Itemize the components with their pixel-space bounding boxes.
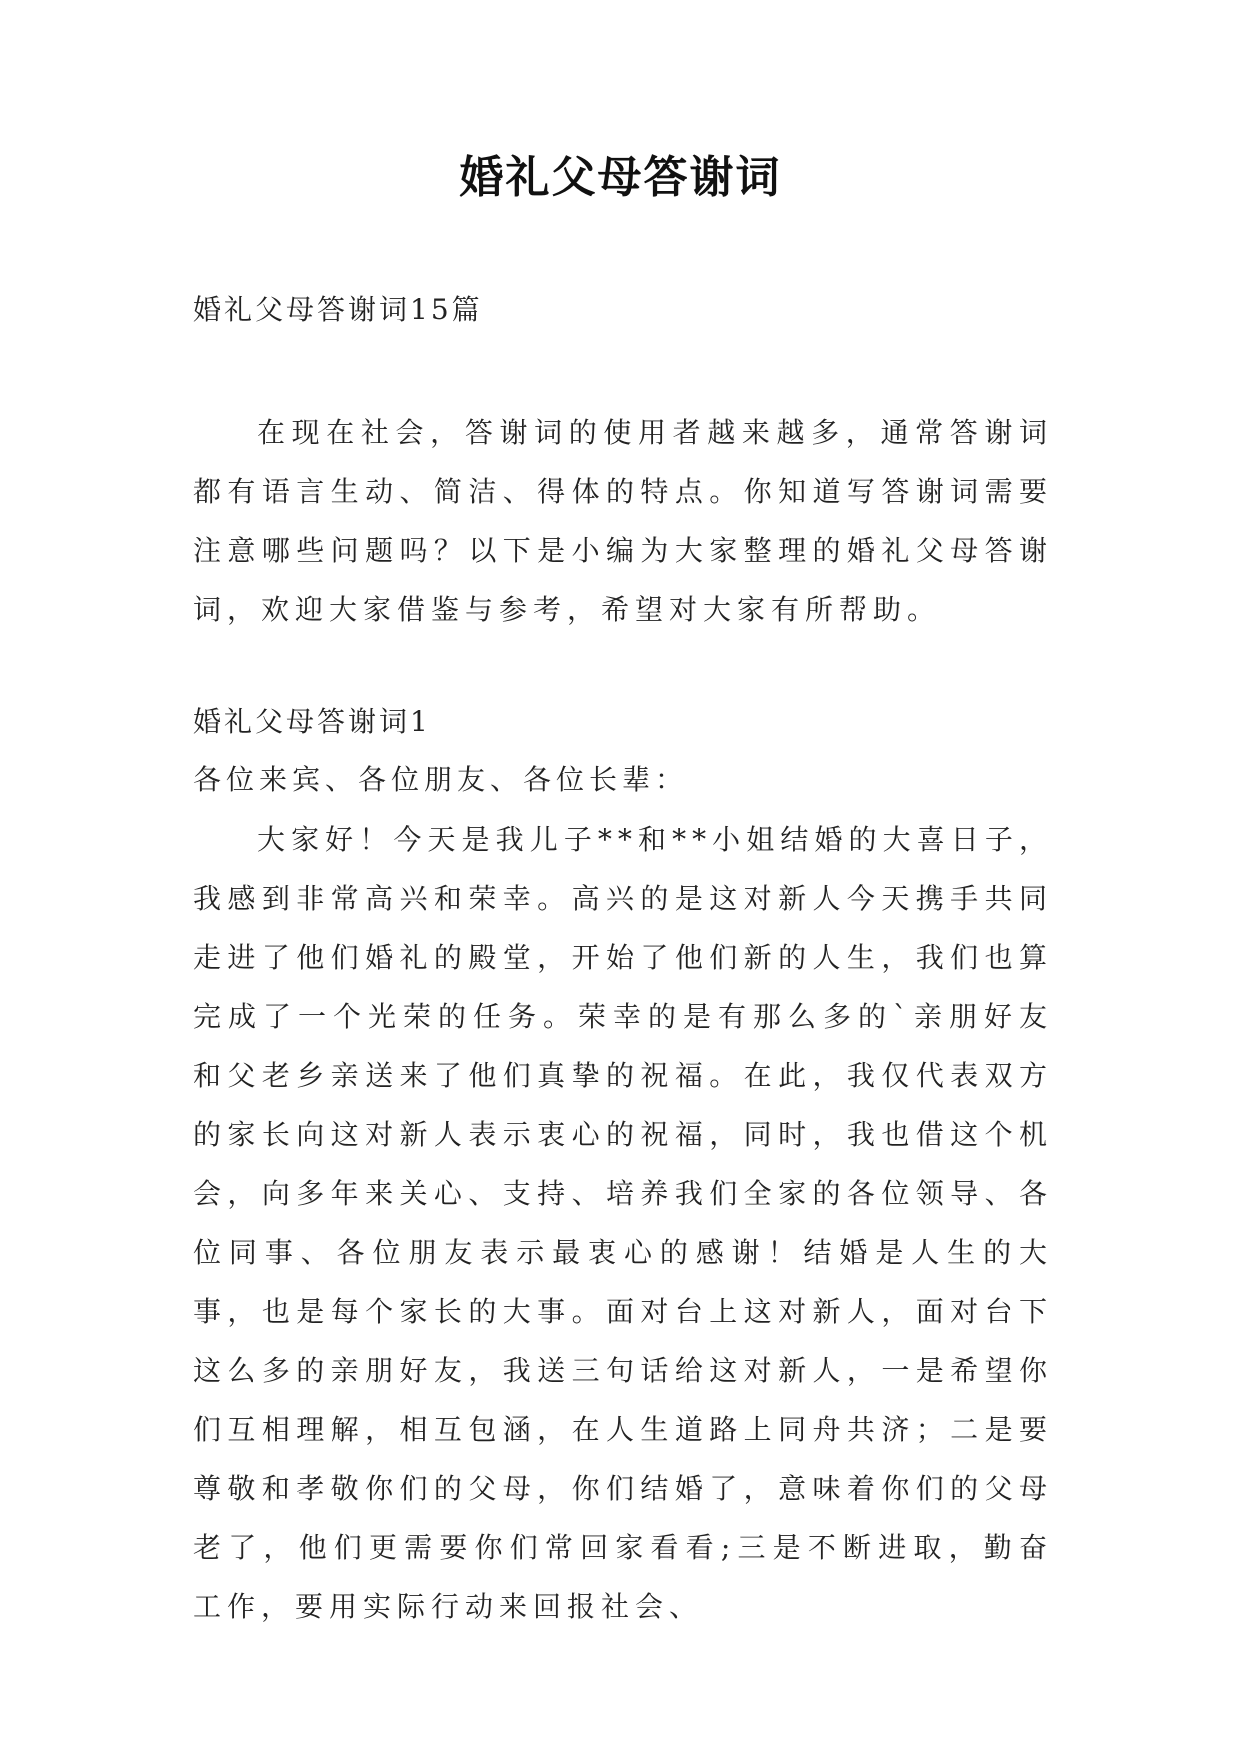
document-subtitle: 婚礼父母答谢词15篇 xyxy=(193,293,483,326)
section-body-paragraph: 大家好！今天是我儿子**和**小姐结婚的大喜日子，我感到非常高兴和荣幸。高兴的是这对新人今天携手共同走进了他们婚礼的殿堂，开始了他们新的人生，我们也算完成了一个光荣的任务。荣幸的是有那么多的`亲朋好友和父老乡亲送来了他们真挚的祝福。在此，我仅代表双方的家长向这对新人表示衷心的祝福，同时，我也借这个机会，向多年来关心、支持、培养我们全家的各位领导、各位同事、各位朋友表示最衷心的感谢！结婚是人生的大事，也是每个家长的大事。面对台上这对新人，面对台下这么多的亲朋好友，我送三句话给这对新人，一是希望你们互相理解，相互包涵，在人生道路上同舟共济；二是要尊敬和孝敬你们的父母，你们结婚了，意味着你们的父母老了，他们更需要你们常回家看看;三是不断进取，勤奋工作，要用实际行动来回报社会、 xyxy=(193,823,1053,1623)
page-title: 婚礼父母答谢词 xyxy=(459,152,782,203)
section-heading: 婚礼父母答谢词1 xyxy=(193,705,431,738)
intro-paragraph: 在现在社会，答谢词的使用者越来越多，通常答谢词都有语言生动、简洁、得体的特点。你知道写答谢词需要注意哪些问题吗？以下是小编为大家整理的婚礼父母答谢词，欢迎大家借鉴与参考，希望对大家有所帮助。 xyxy=(193,416,1053,626)
salutation: 各位来宾、各位朋友、各位长辈： xyxy=(193,763,689,796)
